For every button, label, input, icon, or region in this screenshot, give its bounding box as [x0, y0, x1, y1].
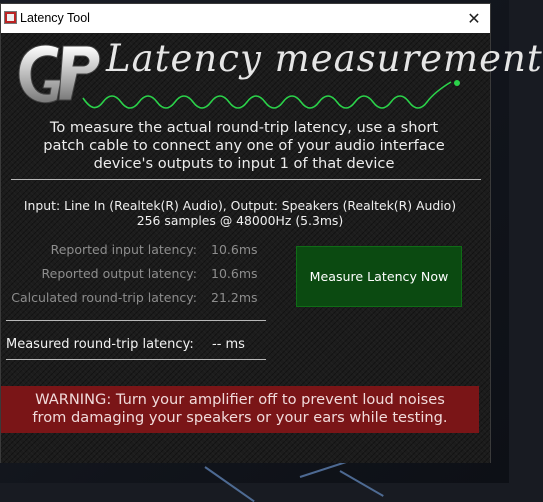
warning-line: from damaging your speakers or your ears while testing. [32, 409, 448, 426]
divider [6, 359, 266, 360]
measured-latency-label: Measured round-trip latency: [6, 337, 194, 352]
warning-line: WARNING: Turn your amplifier off to prevent loud noises [35, 391, 445, 408]
divider [11, 179, 481, 180]
app-icon [4, 11, 17, 24]
stat-value: 21.2ms [211, 290, 258, 305]
device-info [5, 198, 475, 228]
buffer-size-text: 256 samples @ 48000Hz (5.3ms) [136, 213, 344, 228]
instructions-line: To measure the actual round-trip latency, use a short [49, 119, 439, 136]
stat-label: Reported input latency: [50, 242, 197, 257]
measured-latency-value: -- ms [212, 337, 245, 352]
stat-value: 10.6ms [211, 242, 258, 257]
title-bar[interactable] [1, 4, 490, 33]
device-io-text: Input: Line In (Realtek(R) Audio), Output: Speakers (Realtek(R) Audio) [23, 198, 457, 213]
warning-banner [1, 386, 479, 433]
window-title: Latency Tool [20, 11, 90, 25]
desktop-wallpaper-line [204, 466, 254, 502]
stat-label: Reported output latency: [41, 266, 197, 281]
measure-latency-button[interactable]: Measure Latency Now [296, 246, 462, 307]
desktop-wallpaper-line [340, 470, 384, 497]
latency-tool-window [0, 3, 543, 463]
instructions-text [11, 119, 477, 173]
close-button[interactable]: ✕ [467, 9, 481, 28]
dialog-content [1, 33, 543, 463]
stat-value: 10.6ms [211, 266, 258, 281]
stat-label: Calculated round-trip latency: [11, 290, 197, 305]
instructions-line: patch cable to connect any one of your audio interface [43, 137, 445, 154]
divider [6, 320, 266, 321]
header-title: Latency measurement [106, 37, 543, 80]
instructions-line: device's outputs to input 1 of that device [93, 155, 395, 172]
